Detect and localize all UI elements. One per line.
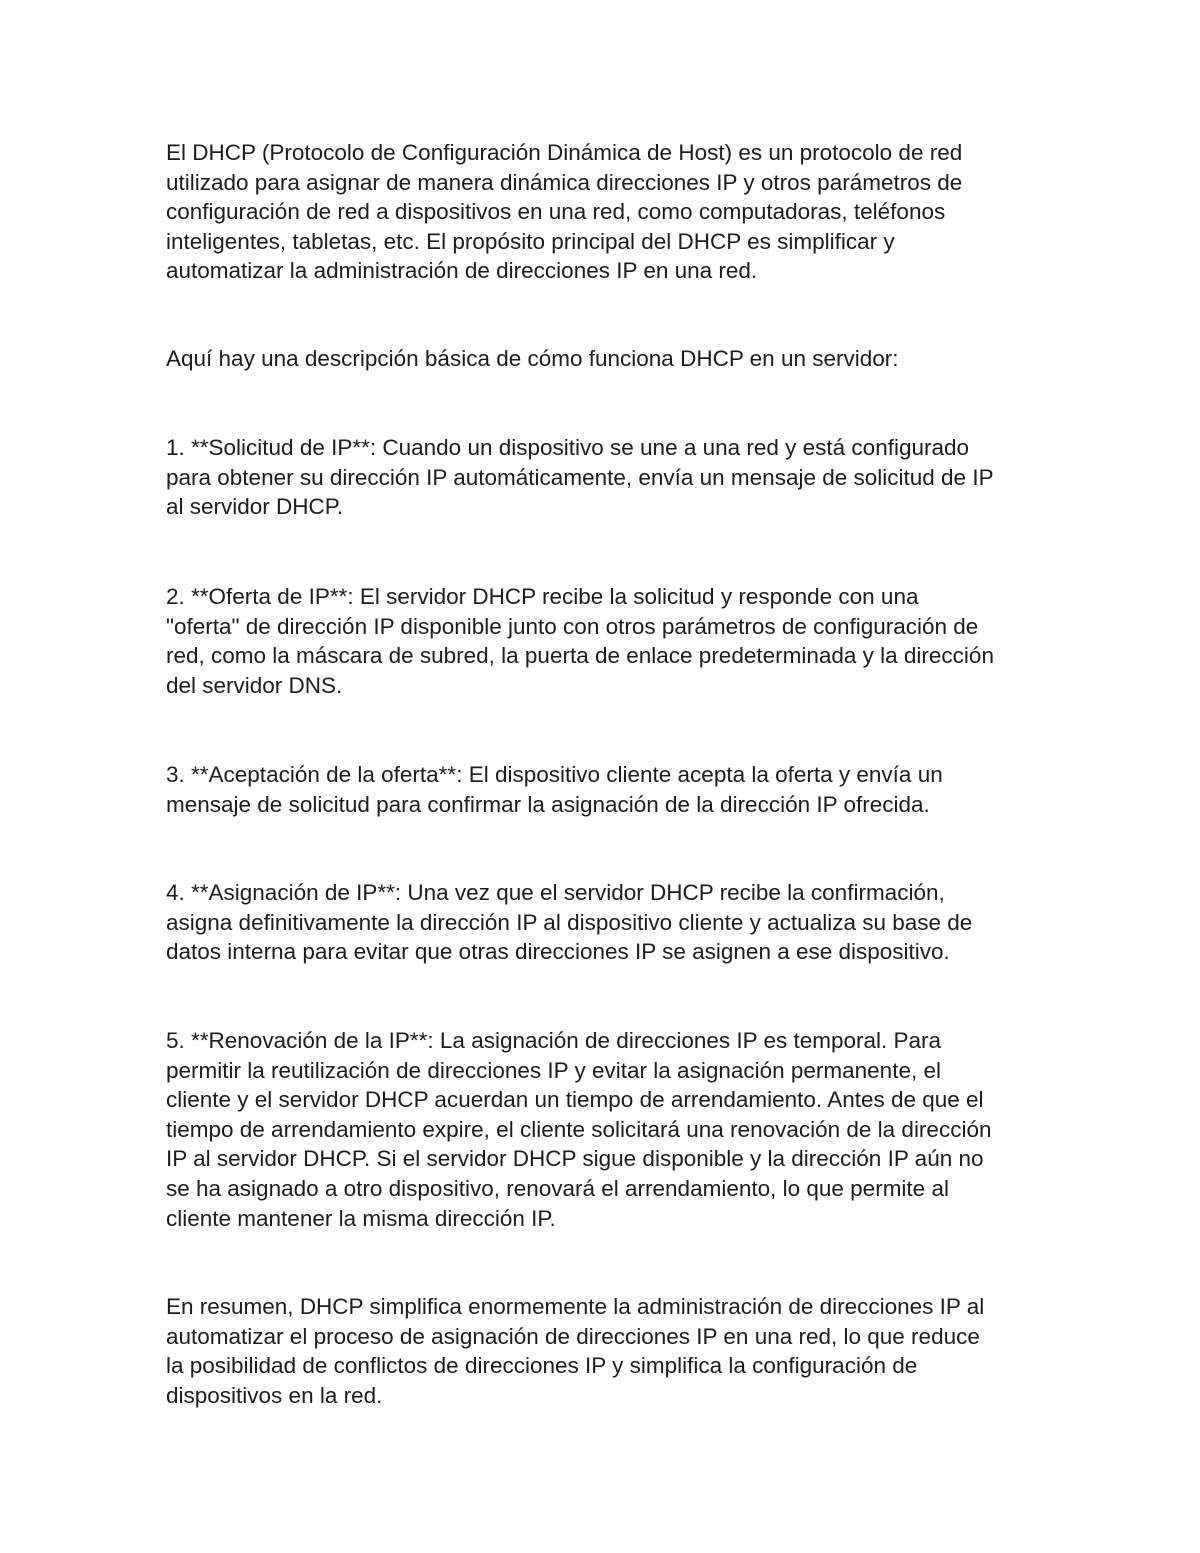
step-4-paragraph: 4. **Asignación de IP**: Una vez que el servidor DHCP recibe la confirmación, asigna definitivamente la dirección IP al dispositivo cliente y actualiza su base de datos interna para evitar que otras direcciones IP se asignen a ese dispositivo. <box>166 880 973 965</box>
step-1-paragraph: 1. **Solicitud de IP**: Cuando un dispositivo se une a una red y está configurado para obtener su dirección IP automáticamente, envía un mensaje de solicitud de IP al servidor DHCP. <box>166 435 994 520</box>
step-3-paragraph: 3. **Aceptación de la oferta**: El dispositivo cliente acepta la oferta y envía un mensaje de solicitud para confirmar la asignación de la dirección IP ofrecida. <box>166 762 943 817</box>
step-5-paragraph: 5. **Renovación de la IP**: La asignación de direcciones IP es temporal. Para permitir la reutilización de direcciones IP y evitar la asignación permanente, el cliente y el servidor DHCP acuerdan un tiempo de arrendamiento. Antes de que el tiempo de arrendamiento expire, el cliente solicitará una renovación de la dirección IP al servidor DHCP. Si el servidor DHCP sigue disponible y la dirección IP aún no se ha asignado a otro dispositivo, renovará el arrendamiento, lo que permite al cliente mantener la misma dirección IP. <box>166 1028 992 1231</box>
step-2-paragraph: 2. **Oferta de IP**: El servidor DHCP recibe la solicitud y responde con una "oferta" de dirección IP disponible junto con otros parámetros de configuración de red, como la máscara de subred, la puerta de enlace predeterminada y la dirección del servidor DNS. <box>166 584 994 698</box>
overview-sentence: Aquí hay una descripción básica de cómo funciona DHCP en un servidor: <box>166 346 899 371</box>
summary-paragraph: En resumen, DHCP simplifica enormemente la administración de direcciones IP al automatizar el proceso de asignación de direcciones IP en una red, lo que reduce la posibilidad de conflictos de direcciones IP y simplifica la configuración de dispositivos en la red. <box>166 1294 985 1408</box>
intro-paragraph: El DHCP (Protocolo de Configuración Dinámica de Host) es un protocolo de red utilizado para asignar de manera dinámica direcciones IP y otros parámetros de configuración de red a dispositivos en una red, como computadoras, teléfonos inteligentes, tabletas, etc. El propósito principal del DHCP es simplificar y automatizar la administración de direcciones IP en una red. <box>166 140 963 284</box>
